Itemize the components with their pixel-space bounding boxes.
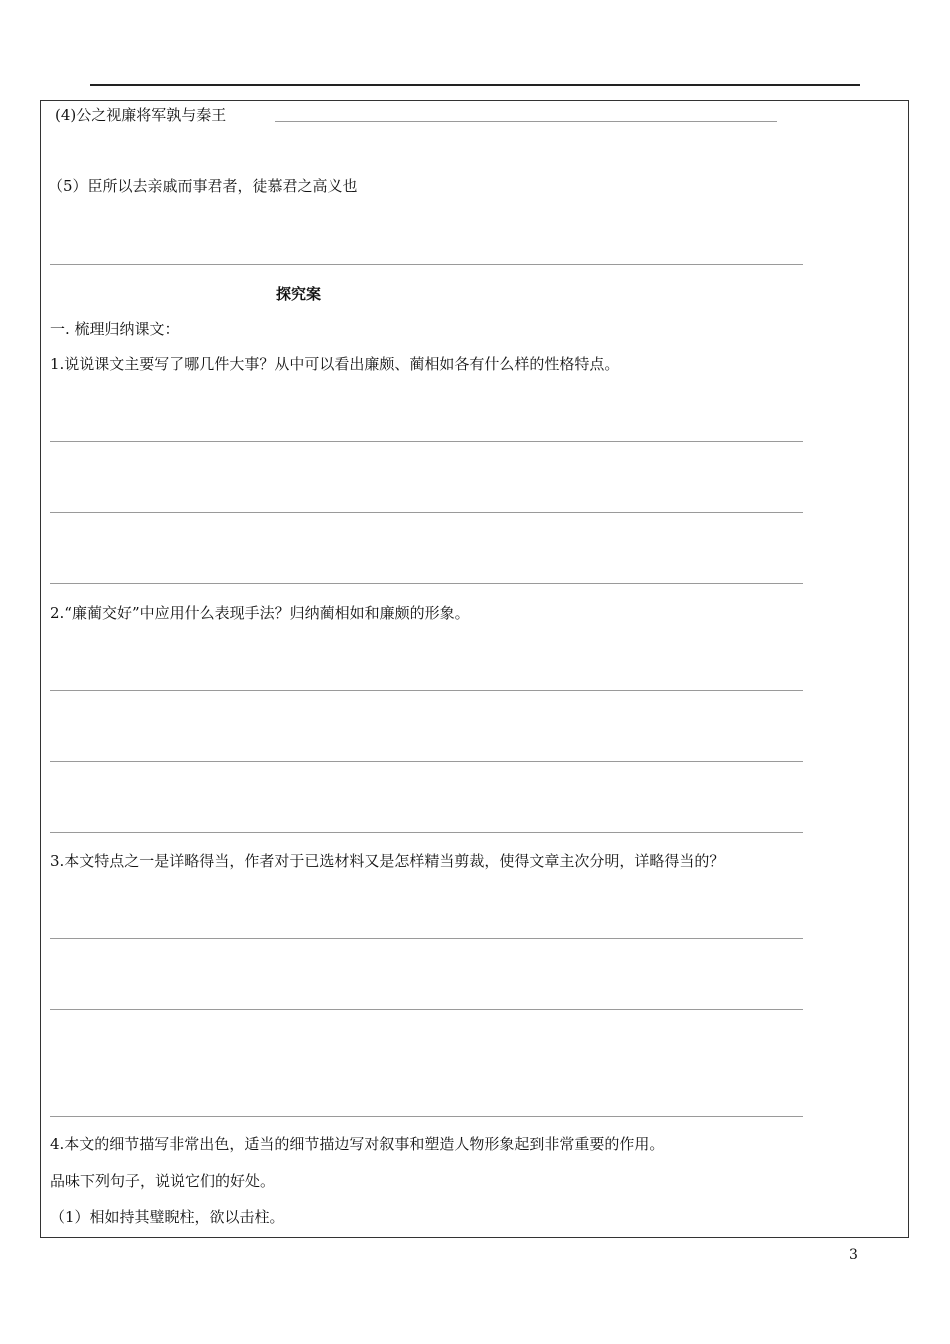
answer-line-q2-3[interactable] bbox=[50, 832, 803, 833]
answer-line-q3-3[interactable] bbox=[50, 1116, 803, 1117]
item-4: (4)公之视廉将军孰与秦王 bbox=[55, 106, 227, 124]
answer-line-q1-1[interactable] bbox=[50, 441, 803, 442]
section-title: 探究案 bbox=[276, 285, 322, 303]
answer-line-q1-3[interactable] bbox=[50, 583, 803, 584]
item-5: （5）臣所以去亲戚而事君者，徒慕君之高义也 bbox=[48, 177, 358, 195]
page-number: 3 bbox=[849, 1247, 858, 1263]
header-rule bbox=[90, 84, 860, 86]
answer-line-q3-1[interactable] bbox=[50, 938, 803, 939]
answer-line-q3-2[interactable] bbox=[50, 1009, 803, 1010]
answer-line-item-5[interactable] bbox=[50, 264, 803, 265]
question-2: 2.“廉蔺交好”中应用什么表现手法？归纳蔺相如和廉颇的形象。 bbox=[50, 604, 470, 622]
question-3: 3.本文特点之一是详略得当，作者对于已选材料又是怎样精当剪裁，使得文章主次分明，详略得当的？ bbox=[50, 852, 725, 870]
question-4: 4.本文的细节描写非常出色，适当的细节描边写对叙事和塑造人物形象起到非常重要的作用。 bbox=[50, 1135, 665, 1153]
answer-line-q2-2[interactable] bbox=[50, 761, 803, 762]
worksheet-frame bbox=[40, 100, 909, 1238]
question-4-instruction: 品味下列句子，说说它们的好处。 bbox=[50, 1172, 276, 1190]
answer-line-item-4[interactable] bbox=[275, 121, 777, 122]
part-one-heading: 一. 梳理归纳课文： bbox=[50, 320, 180, 338]
question-4-sub-1: （1）相如持其璧睨柱，欲以击柱。 bbox=[50, 1208, 285, 1226]
question-1: 1.说说课文主要写了哪几件大事？从中可以看出廉颇、蔺相如各有什么样的性格特点。 bbox=[50, 355, 620, 373]
answer-line-q1-2[interactable] bbox=[50, 512, 803, 513]
answer-line-q2-1[interactable] bbox=[50, 690, 803, 691]
